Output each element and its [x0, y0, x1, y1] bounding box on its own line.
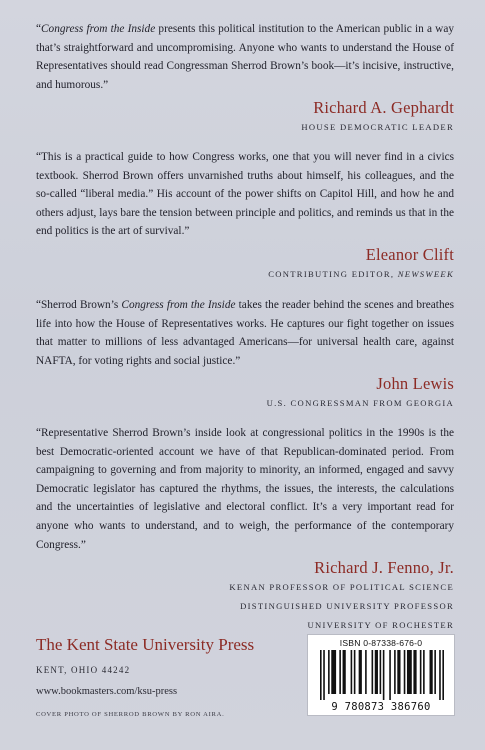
- endorsement-quote: [36, 20, 454, 94]
- endorsement-quote: “Representative Sherrod Brown’s inside look at congressional politics in the 1990s is the best Democratic-oriented account we have of that Republican-dominated period. From campaigning to governing and from majority to minority, an informed, engaged and savvy Democratic legislator has captured the rhythms, the issues, the interests, the calculations and the uncertainties of legislative and electoral conflict. It’s a very important read for anyone who wants to understand, and to weigh, the performance of the contemporary Congress.”: [36, 427, 454, 551]
- publisher-address: KENT, OHIO 44242: [36, 665, 131, 675]
- barcode-bar: [407, 650, 412, 694]
- publisher-name: The Kent State University Press: [36, 635, 255, 654]
- endorsement-gephardt: [36, 20, 454, 136]
- book-title-italic: Congress from the Inside: [41, 23, 156, 35]
- barcode-bar: [328, 650, 330, 694]
- barcode-bar: [320, 650, 322, 700]
- ean-digits: 9 780873 386760: [331, 701, 431, 713]
- endorser-title-line-1: KENAN PROFESSOR OF POLITICAL SCIENCE: [229, 582, 454, 593]
- endorser-title-line-2: DISTINGUISHED UNIVERSITY PROFESSOR: [240, 601, 454, 612]
- isbn-barcode: [307, 634, 455, 716]
- isbn-label: ISBN 0-87338-676-0: [339, 638, 423, 648]
- barcode-bar: [359, 650, 362, 694]
- barcode-bar: [389, 650, 391, 700]
- barcode-bar: [375, 650, 378, 694]
- publication-name: NEWSWEEK: [397, 268, 454, 279]
- endorser-title-text: CONTRIBUTING EDITOR,: [268, 268, 398, 279]
- quote-text-start: “Sherrod Brown’s: [36, 299, 122, 311]
- barcode-bar: [351, 650, 353, 694]
- endorser-title-line-3: UNIVERSITY OF ROCHESTER: [307, 620, 454, 631]
- barcode-bar: [394, 650, 396, 694]
- barcode-bar: [380, 650, 382, 694]
- publisher-info: [36, 634, 306, 699]
- endorser-title: U.S. CONGRESSMAN FROM GEORGIA: [266, 398, 454, 409]
- endorser-name: John Lewis: [376, 374, 454, 394]
- barcode-bar: [397, 650, 400, 694]
- barcode-bar: [430, 650, 433, 694]
- barcode-bar: [442, 650, 444, 700]
- endorser-name: Richard J. Fenno, Jr.: [314, 558, 454, 578]
- endorser-title: HOUSE DEMOCRATIC LEADER: [301, 122, 454, 133]
- quote-open-mark: “: [36, 23, 42, 35]
- endorsement-lewis: [36, 296, 454, 412]
- barcode-bar: [343, 650, 346, 694]
- barcode-bar: [439, 650, 441, 700]
- quote-text: presents this political institution to the American public in a way that’s straightforward and uncompromising. Anyone who wants to understand the House of Representatives should read Congressman Sherrod Brown’s book—it’s incisive, instructive, and humorous.”: [36, 23, 454, 91]
- photo-credit: COVER PHOTO OF SHERROD BROWN BY RON AIRA.: [36, 711, 225, 718]
- endorser-name: Eleanor Clift: [365, 244, 454, 264]
- barcode-bar: [423, 650, 425, 694]
- barcode-bar: [372, 650, 374, 694]
- barcode-bar: [413, 650, 416, 694]
- barcode-bars: [320, 650, 444, 700]
- barcode-bar: [365, 650, 367, 694]
- barcode-bar: [354, 650, 356, 694]
- book-title-italic: Congress from the Inside: [121, 299, 236, 311]
- endorser-name: Richard A. Gephardt: [313, 98, 454, 118]
- endorsement-quote: “This is a practical guide to how Congress works, one that you will never find in a civics textbook. Sherrod Brown offers unvarnished truths about himself, his colleagues, and the so-called “liberal media.” His account of the power shifts on Capitol Hill, and how he and others adjust, lays bare the tension between principle and politics, and reminds us that in the end politics is the art of survival.”: [36, 151, 454, 238]
- barcode-bar: [420, 650, 422, 694]
- barcode-bar: [339, 650, 341, 694]
- endorsement-quote: [36, 296, 454, 370]
- endorsement-fenno: [36, 424, 454, 634]
- endorsement-clift: [36, 148, 454, 283]
- publisher-website: www.bookmasters.com/ksu-press: [36, 686, 178, 697]
- barcode-bar: [323, 650, 325, 700]
- endorser-title: [36, 266, 454, 283]
- barcode-bar: [434, 650, 436, 694]
- barcode-bar: [404, 650, 406, 694]
- quote-text: takes the reader behind the scenes and breathes life into how the House of Representatives works. He captures our fight together on issues that matter to millions of less advantaged Americans—for universal health care, against NAFTA, for voting rights and social justice.”: [36, 299, 455, 367]
- barcode-bar: [383, 650, 385, 700]
- barcode-bar: [331, 650, 336, 694]
